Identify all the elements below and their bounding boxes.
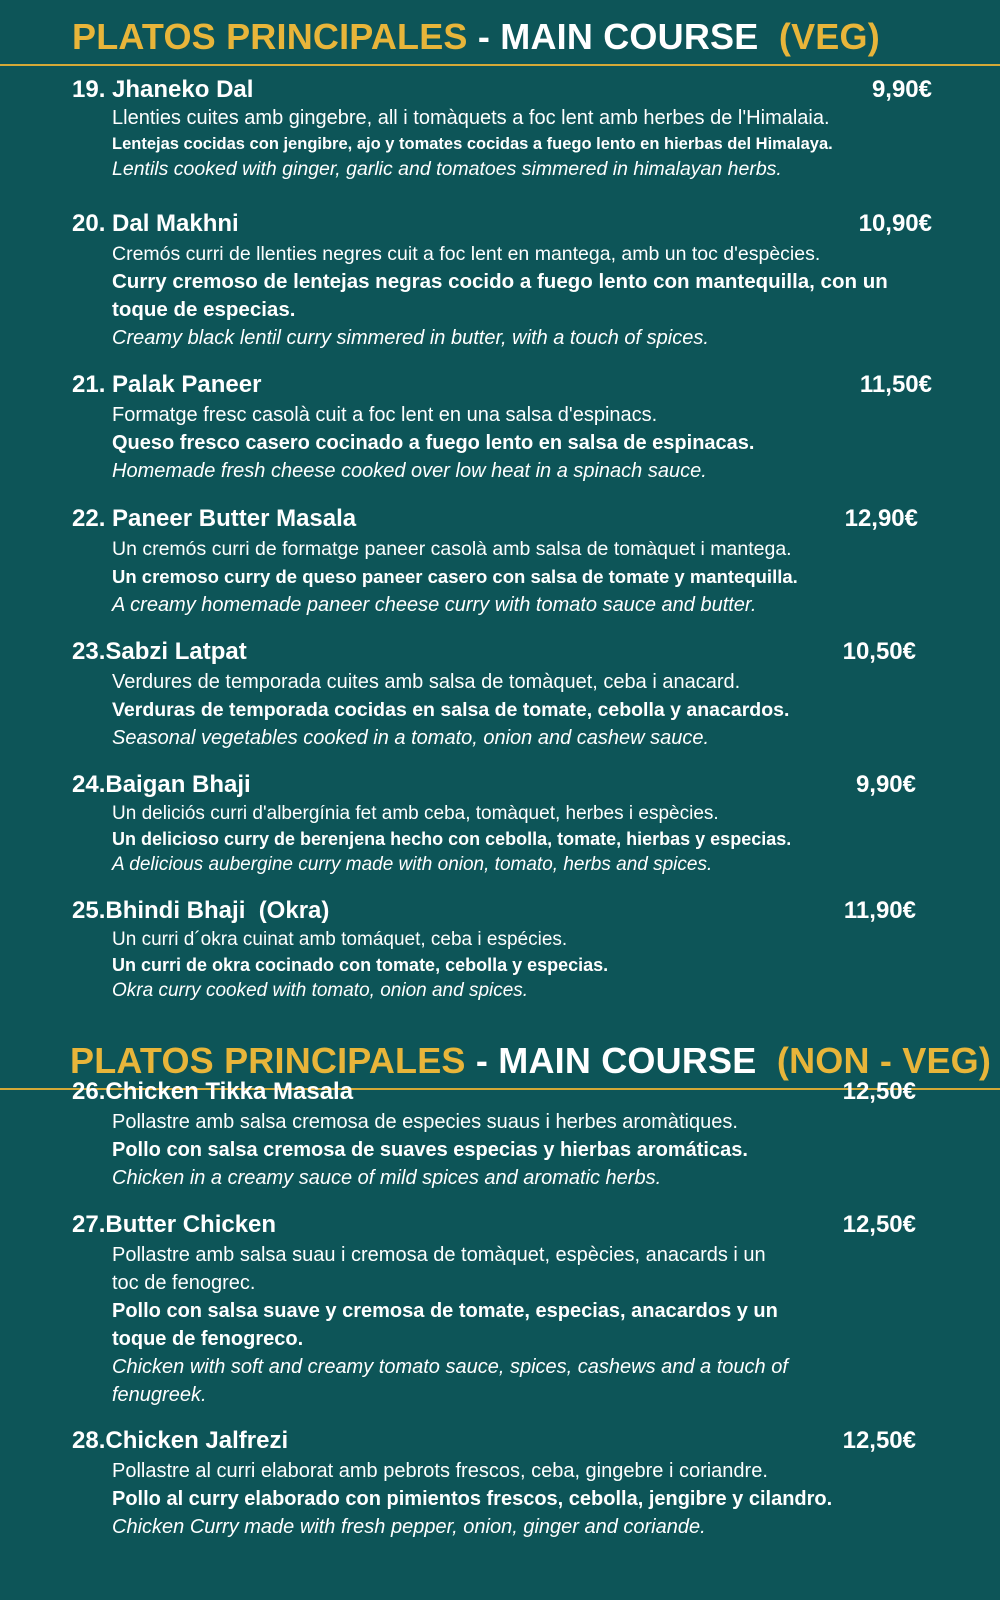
item-price: 12,90€ <box>844 505 918 532</box>
description-spanish: Pollo con salsa suave y cremosa de tomate, especias, anacardos y un toque de fenogreco. <box>112 1300 778 1350</box>
section-header-veg <box>0 0 1000 66</box>
item-name: 25.Bhindi Bhaji (Okra) <box>72 897 330 924</box>
item-price: 11,90€ <box>843 897 916 924</box>
section-title-sep: - <box>467 16 501 57</box>
item-description <box>112 535 934 619</box>
item-description <box>112 1241 792 1409</box>
section-title-tag: (VEG) <box>778 16 880 57</box>
description-spanish: Curry cremoso de lentejas negras cocido a fuego lento con mantequilla, con un toque de especias. <box>112 270 888 321</box>
menu-item <box>72 371 932 485</box>
item-description <box>112 927 932 1004</box>
item-name: 23.Sabzi Latpat <box>72 638 247 665</box>
item-name: 26.Chicken Tikka Masala <box>72 1078 354 1105</box>
description-english: Chicken Curry made with fresh pepper, onion, ginger and coriande. <box>112 1516 706 1538</box>
menu-item <box>72 638 932 752</box>
item-price: 11,50€ <box>859 371 932 398</box>
item-price: 12,50€ <box>842 1078 916 1105</box>
item-name: 19. Jhaneko Dal <box>72 76 254 103</box>
item-description <box>112 240 932 352</box>
description-spanish: Pollo con salsa cremosa de suaves especias y hierbas aromáticas. <box>112 1139 748 1161</box>
description-spanish: Un cremoso curry de queso paneer casero con salsa de tomate y mantequilla. <box>112 566 798 587</box>
description-spanish: Verduras de temporada cocidas en salsa de tomate, cebolla y anacardos. <box>112 699 790 721</box>
item-price: 9,90€ <box>871 76 932 103</box>
description-catalan: Formatge fresc casolà cuit a foc lent en una salsa d'espinacs. <box>112 404 658 426</box>
description-english: Creamy black lentil curry simmered in butter, with a touch of spices. <box>112 327 709 349</box>
description-catalan: Pollastre amb salsa cremosa de especies suaus i herbes aromàtiques. <box>112 1111 738 1133</box>
description-spanish: Lentejas cocidas con jengibre, ajo y tomates cocidas a fuego lento en hierbas del Himalaya. <box>112 134 833 153</box>
item-price: 12,50€ <box>842 1211 916 1238</box>
section-title-tag: (NON - VEG) <box>776 1040 992 1081</box>
section-title-en: MAIN COURSE <box>500 16 759 57</box>
item-description <box>112 401 932 485</box>
description-english: A delicious aubergine curry made with onion, tomato, herbs and spices. <box>112 854 713 875</box>
menu-item <box>72 1427 932 1541</box>
description-catalan: Llenties cuites amb gingebre, all i tomàquets a foc lent amb herbes de l'Himalaia. <box>112 107 830 129</box>
description-spanish: Queso fresco casero cocinado a fuego lento en salsa de espinacas. <box>112 432 755 454</box>
item-name: 24.Baigan Bhaji <box>72 771 251 798</box>
item-name: 22. Paneer Butter Masala <box>72 505 357 532</box>
section-title-es: PLATOS PRINCIPALES <box>72 16 468 57</box>
section-title <box>72 16 880 58</box>
section-title-en: MAIN COURSE <box>498 1040 757 1081</box>
description-catalan: Un cremós curri de formatge paneer casolà amb salsa de tomàquet i mantega. <box>112 538 792 560</box>
description-english: A creamy homemade paneer cheese curry with tomato sauce and butter. <box>112 594 757 616</box>
description-catalan: Un deliciós curri d'albergínia fet amb ceba, tomàquet, herbes i espècies. <box>112 803 719 824</box>
item-description <box>112 1108 932 1192</box>
item-price: 12,50€ <box>842 1427 916 1454</box>
section-title-es: PLATOS PRINCIPALES <box>70 1040 466 1081</box>
item-price: 9,90€ <box>855 771 916 798</box>
description-english: Lentils cooked with ginger, garlic and tomatoes simmered in himalayan herbs. <box>112 158 782 180</box>
menu-item <box>72 76 932 183</box>
description-catalan: Pollastre amb salsa suau i cremosa de tomàquet, espècies, anacards i un toc de fenogrec. <box>112 1244 766 1294</box>
section-title <box>70 1040 991 1082</box>
item-name: 20. Dal Makhni <box>72 210 239 237</box>
description-english: Okra curry cooked with tomato, onion and spices. <box>112 980 529 1001</box>
item-name: 27.Butter Chicken <box>72 1211 277 1238</box>
item-description <box>112 668 932 752</box>
item-description <box>112 106 932 183</box>
item-price: 10,90€ <box>858 210 932 237</box>
item-name: 21. Palak Paneer <box>72 371 262 398</box>
menu-item <box>72 505 934 619</box>
item-description <box>112 1457 932 1541</box>
description-catalan: Pollastre al curri elaborat amb pebrots frescos, ceba, gingebre i coriandre. <box>112 1460 768 1482</box>
description-spanish: Un curri de okra cocinado con tomate, cebolla y especias. <box>112 954 609 975</box>
menu-item <box>72 1078 932 1192</box>
description-catalan: Un curri d´okra cuinat amb tomáquet, ceba i espécies. <box>112 929 568 950</box>
menu-item <box>72 771 932 878</box>
section-title-sep: - <box>465 1040 499 1081</box>
item-description <box>112 801 932 878</box>
menu-item <box>72 1211 932 1409</box>
description-spanish: Pollo al curry elaborado con pimientos frescos, cebolla, jengibre y cilandro. <box>112 1488 833 1510</box>
item-name: 28.Chicken Jalfrezi <box>72 1427 289 1454</box>
description-catalan: Cremós curri de llenties negres cuit a foc lent en mantega, amb un toc d'espècies. <box>112 243 821 265</box>
description-catalan: Verdures de temporada cuites amb salsa de tomàquet, ceba i anacard. <box>112 671 741 693</box>
menu-item <box>72 210 932 352</box>
description-english: Chicken with soft and creamy tomato sauce, spices, cashews and a touch of fenugreek. <box>112 1356 788 1406</box>
description-english: Homemade fresh cheese cooked over low heat in a spinach sauce. <box>112 460 707 482</box>
description-english: Seasonal vegetables cooked in a tomato, onion and cashew sauce. <box>112 727 710 749</box>
description-english: Chicken in a creamy sauce of mild spices and aromatic herbs. <box>112 1167 662 1189</box>
menu-item <box>72 897 932 1004</box>
description-spanish: Un delicioso curry de berenjena hecho con cebolla, tomate, hierbas y especias. <box>112 828 792 849</box>
item-price: 10,50€ <box>842 638 916 665</box>
